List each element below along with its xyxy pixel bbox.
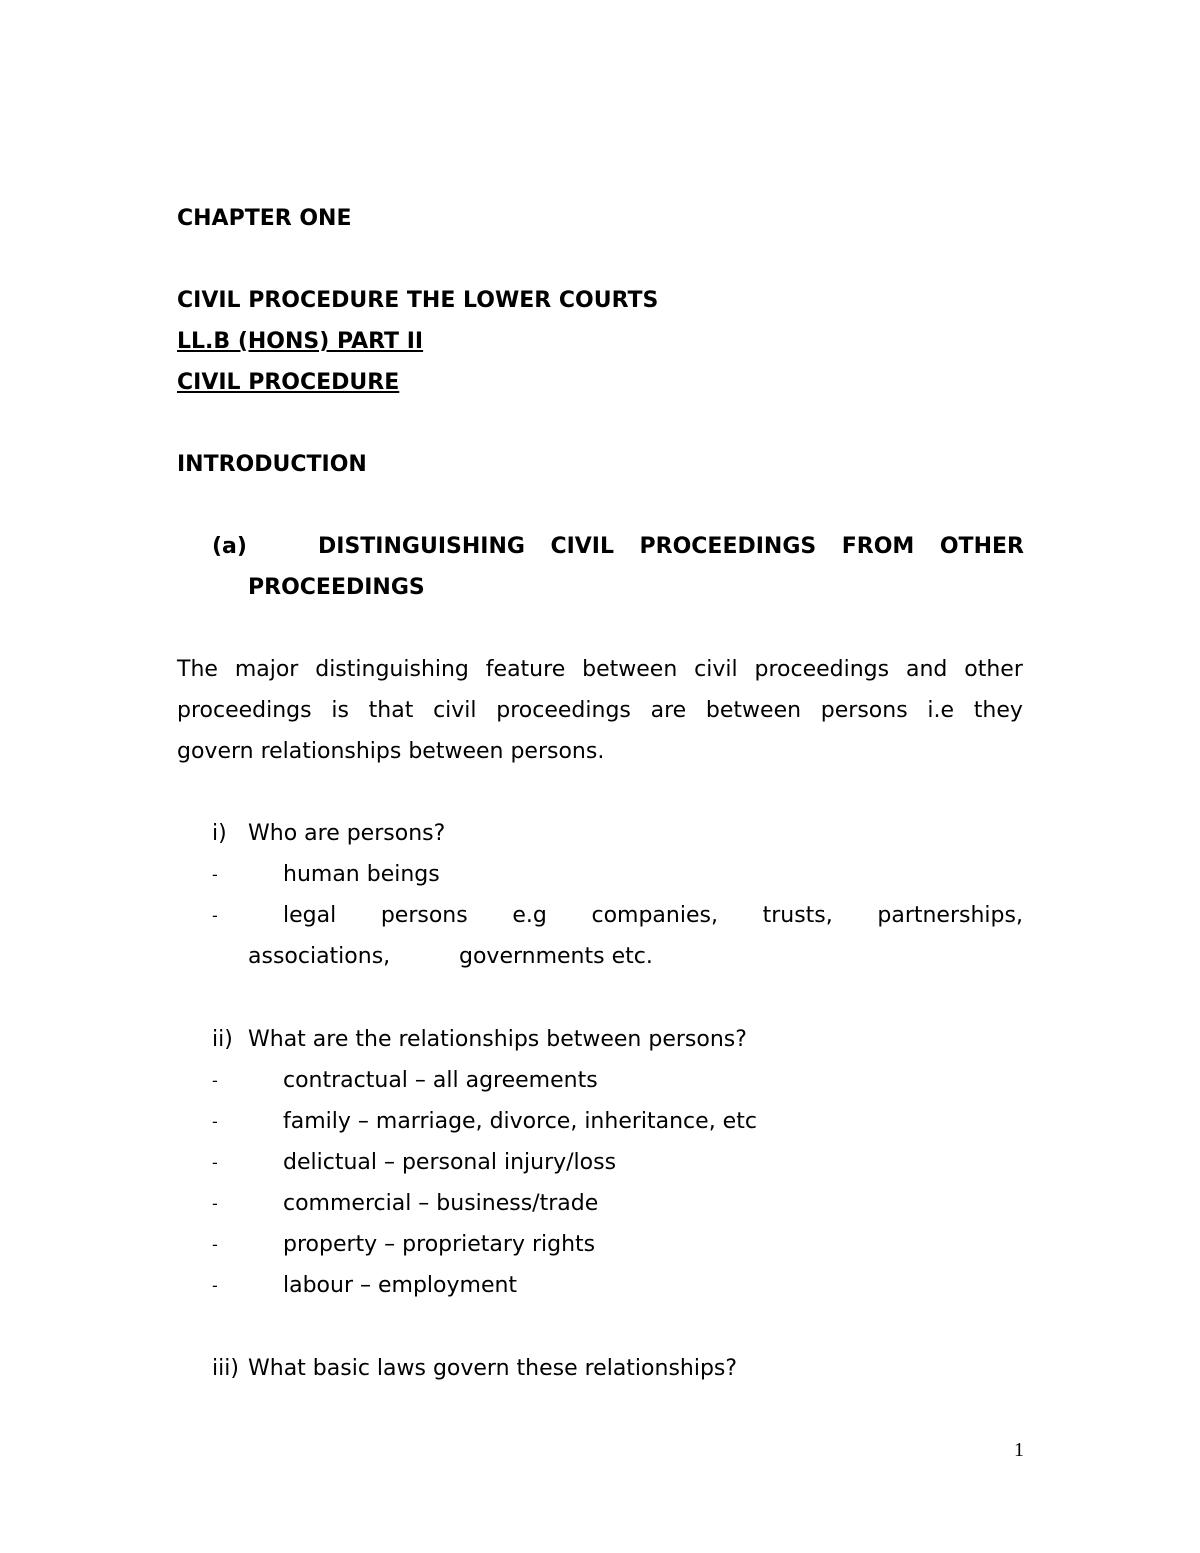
question-i-bullet-2-cont-b: governments etc.: [459, 944, 653, 969]
bullet-word: companies,: [591, 903, 718, 928]
question-ii-item: property – proprietary rights: [283, 1232, 596, 1257]
question-i-bullet-2-cont-a: associations,: [248, 944, 391, 969]
paragraph-line-3: govern relationships between persons.: [177, 739, 605, 764]
paragraph-word: The: [177, 657, 218, 682]
question-iii-number: iii): [212, 1356, 239, 1381]
chapter-heading: CHAPTER ONE: [177, 206, 352, 231]
question-ii-number: ii): [212, 1027, 233, 1052]
bullet-word: persons: [380, 903, 468, 928]
bullet-word: partnerships,: [877, 903, 1023, 928]
bullet-dash: -: [212, 1194, 218, 1213]
paragraph-word: distinguishing: [315, 657, 469, 682]
section-a-label: (a): [212, 534, 247, 559]
question-ii-item: family – marriage, divorce, inheritance, etc: [283, 1109, 757, 1134]
bullet-dash: -: [212, 1276, 218, 1295]
subject-title: CIVIL PROCEDURE: [177, 370, 400, 395]
paragraph-word: civil: [433, 698, 477, 723]
section-a-word: DISTINGUISHING: [318, 534, 525, 559]
paragraph-line-1: [177, 656, 1023, 684]
question-i-number: i): [212, 821, 227, 846]
bullet-dash: -: [212, 1112, 218, 1131]
paragraph-word: that: [368, 698, 414, 723]
paragraph-word: proceedings: [754, 657, 890, 682]
paragraph-word: and: [906, 657, 948, 682]
page-number: 1: [1014, 1439, 1024, 1461]
course-title: CIVIL PROCEDURE THE LOWER COURTS: [177, 288, 659, 313]
section-a-word: PROCEEDINGS: [639, 534, 817, 559]
paragraph-word: other: [964, 657, 1023, 682]
bullet-dash: -: [212, 865, 218, 884]
bullet-dash: -: [212, 1153, 218, 1172]
paragraph-word: between: [705, 698, 802, 723]
paragraph-word: between: [582, 657, 678, 682]
section-a-word: FROM: [841, 534, 915, 559]
section-a-title-line1: [318, 533, 1024, 561]
question-ii-item: delictual – personal injury/loss: [283, 1150, 617, 1175]
paragraph-word: persons: [820, 698, 908, 723]
question-i-bullet-2: [283, 902, 1023, 930]
paragraph-word: proceedings: [496, 698, 631, 723]
question-iii-text: What basic laws govern these relationships?: [248, 1356, 738, 1381]
bullet-word: legal: [283, 903, 337, 928]
paragraph-word: they: [973, 698, 1023, 723]
paragraph-word: i.e: [927, 698, 955, 723]
bullet-dash: -: [212, 1235, 218, 1254]
paragraph-word: are: [650, 698, 687, 723]
section-a-word: CIVIL: [550, 534, 614, 559]
question-ii-item: commercial – business/trade: [283, 1191, 599, 1216]
paragraph-word: feature: [485, 657, 566, 682]
paragraph-word: civil: [694, 657, 738, 682]
paragraph-word: proceedings: [177, 698, 312, 723]
introduction-heading: INTRODUCTION: [177, 452, 367, 477]
bullet-dash: -: [212, 1071, 218, 1090]
section-a-word: OTHER: [939, 534, 1024, 559]
paragraph-word: is: [331, 698, 349, 723]
bullet-word: trusts,: [762, 903, 833, 928]
programme-title: LL.B (HONS) PART II: [177, 329, 424, 354]
question-ii-item: labour – employment: [283, 1273, 518, 1298]
paragraph-word: major: [234, 657, 299, 682]
paragraph-line-2: [177, 697, 1023, 725]
question-ii-text: What are the relationships between persons?: [248, 1027, 747, 1052]
question-i-text: Who are persons?: [248, 821, 446, 846]
bullet-dash: -: [212, 906, 218, 925]
question-i-bullet-1: human beings: [283, 862, 440, 887]
section-a-title-line2: PROCEEDINGS: [248, 575, 425, 600]
bullet-word: e.g: [512, 903, 547, 928]
question-ii-item: contractual – all agreements: [283, 1068, 598, 1093]
